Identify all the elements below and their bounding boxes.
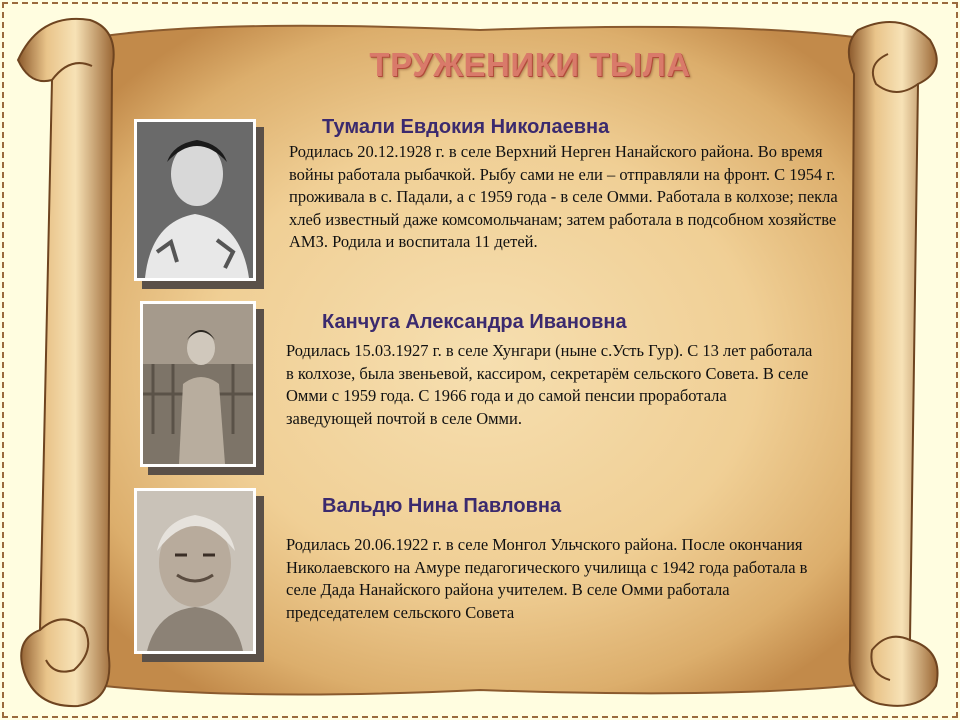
portrait-photo-3 xyxy=(134,488,256,654)
person-name-2: Канчуга Александра Ивановна xyxy=(322,311,627,333)
person-bio-2: Родилась 15.03.1927 г. в селе Хунгари (ныне с.Усть Гур). С 13 лет работала в колхозе, была звеньевой, кассиром, секретарём сельского Совета. В селе Омми с 1959 года. С 1966 года и до самой пенсии проработала заведующей почтой в селе Омми. xyxy=(286,341,813,428)
person-bio-3: Родилась 20.06.1922 г. в селе Монгол Ульчского района. После окончания Николаевского на Амуре педагогического училища с 1942 года работала в селе Дада Нанайского района учителем. В селе Омми работала председателем сельского Совета xyxy=(286,535,808,622)
person-name-3: Вальдю Нина Павловна xyxy=(322,495,562,517)
portrait-photo-1 xyxy=(134,119,256,281)
portrait-photo-2 xyxy=(140,301,256,467)
page-title: ТРУЖЕНИКИ ТЫЛА xyxy=(369,46,691,83)
person-bio-1: Родилась 20.12.1928 г. в селе Верхний Нерген Нанайского района. Во время войны работала рыбачкой. Рыбу сами не ели – отправляли на фронт. С 1954 г. проживала в с. Падали, а с 1959 года - в селе Омми. Работала в колхозе; пекла хлеб известный даже комсомольчанам; затем работала в подсобном хозяйстве АМЗ. Родила и воспитала 11 детей. xyxy=(289,142,838,251)
person-name-1: Тумали Евдокия Николаевна xyxy=(322,116,610,138)
